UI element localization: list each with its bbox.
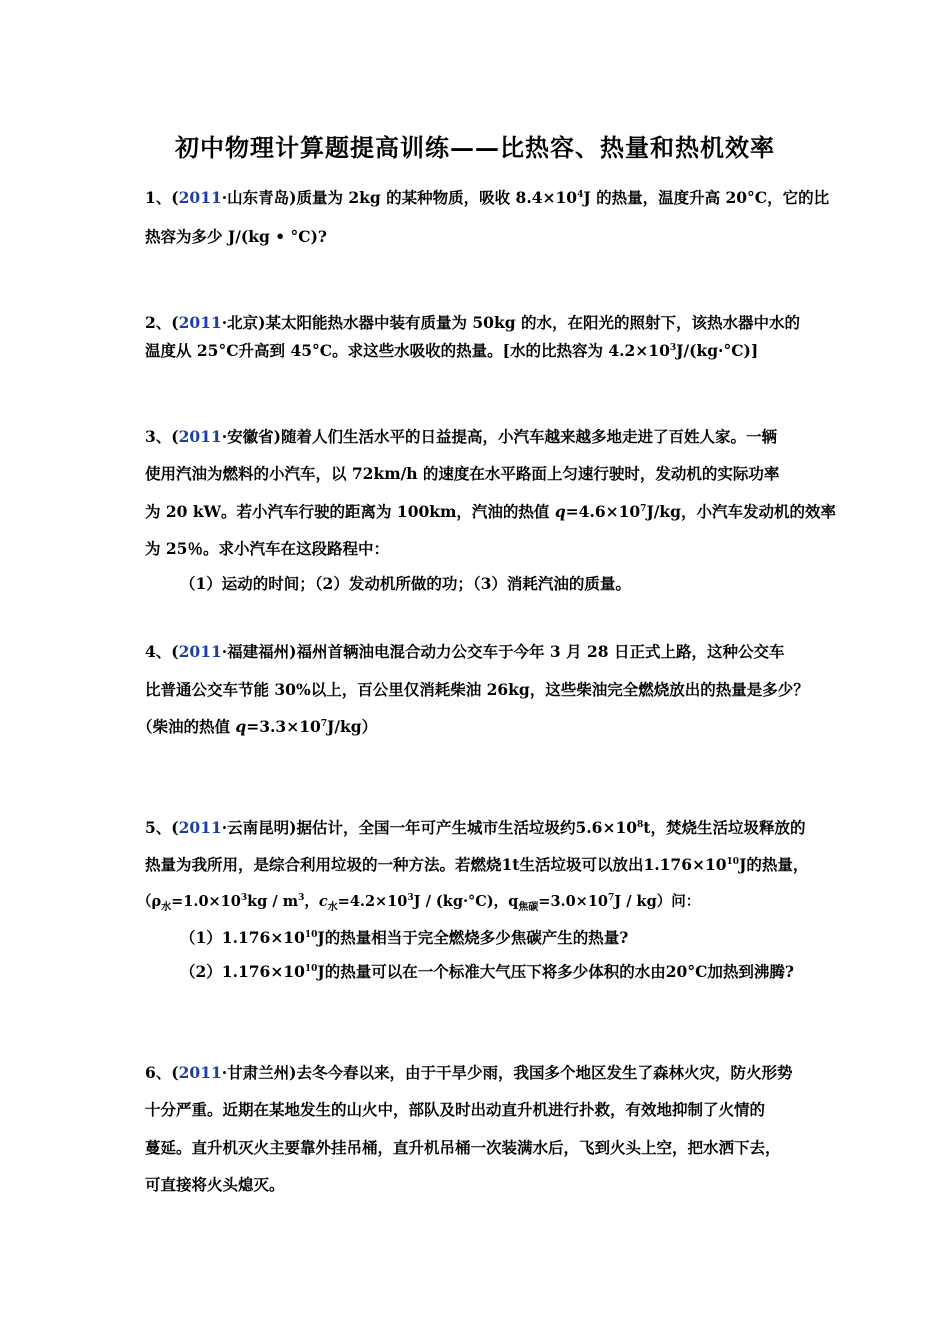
q4-text-b: （柴油的热值	[137, 717, 236, 736]
q5-c-value: =4.2×10	[337, 893, 408, 910]
q4-symbol-q: q	[235, 717, 247, 736]
q5-text-d: J的热量，	[739, 855, 809, 874]
q1-line-2: 热容为多少 J/(kg • °C)?	[145, 227, 328, 246]
q4-source: ·福建福州)	[221, 642, 297, 661]
q4-line-3	[137, 716, 827, 738]
q5-sq2-b: J的热量可以在一个标准大气压下将多少体积的水由20°C加热到沸腾?	[317, 962, 794, 981]
q5-sq1-b: J的热量相当于完全燃烧多少焦碳产生的热量?	[317, 928, 629, 947]
q3-text-d: J/kg，小汽车发动机的效率	[646, 502, 837, 521]
q5-line-2	[145, 854, 835, 876]
q1-text-a: 质量为 2kg 的某种物质，吸收 8.4×10	[296, 188, 578, 207]
q1-text-b: J 的热量，温度升高 20°C，它的比	[583, 188, 830, 207]
q5-text-a: 据估计，全国一年可产生城市生活垃圾约5.6×10	[296, 818, 638, 837]
q2-line-2	[145, 340, 835, 362]
q6-number: 6、(	[145, 1063, 179, 1082]
q3-exponent: 7	[640, 503, 647, 514]
q2-line-1	[145, 312, 835, 334]
q3-line-1	[145, 426, 835, 448]
q6-line-3: 蔓延。直升机灭火主要靠外挂吊桶，直升机吊桶一次装满水后，飞到火头上空，把水洒下去，	[145, 1138, 781, 1157]
q5-number: 5、(	[145, 818, 179, 837]
q5-exp-c: 3	[407, 893, 414, 904]
q1-line-1	[145, 187, 835, 209]
q5-sq2-a: （2）1.176×10	[180, 962, 305, 981]
q5-sq2-exp: 10	[304, 963, 318, 974]
q2-exponent: 3	[669, 342, 677, 353]
q5-line-1	[145, 817, 835, 839]
q2-number: 2、(	[145, 313, 179, 332]
q5-exp-b: 3	[298, 893, 305, 904]
q2-source: ·北京)	[221, 313, 266, 332]
q1-exponent: 4	[577, 189, 584, 200]
q5-symbol-c: c	[318, 893, 328, 910]
q6-text-a: 去冬今春以来，由于干旱少雨，我国多个地区发生了森林火灾，防火形势	[296, 1063, 793, 1082]
q5-rho-unit: kg / m	[247, 893, 299, 910]
q4-year: 2011	[178, 642, 222, 661]
q5-text-c: 热量为我所用，是综合利用垃圾的一种方法。若燃烧1t生活垃圾可以放出1.176×10	[145, 855, 727, 874]
q5-year: 2011	[178, 818, 222, 837]
q6-line-4: 可直接将火头熄灭。	[145, 1175, 285, 1194]
q6-line-2: 十分严重。近期在某地发生的山火中，部队及时出动直升机进行扑救，有效地抑制了火情的	[145, 1100, 766, 1119]
q4-line-2: 比普通公交车节能 30%以上，百公里仅消耗柴油 26kg，这些柴油完全燃烧放出的热量是多少？	[145, 680, 809, 699]
q5-exp-d: 7	[608, 893, 615, 904]
q5-exponent-2: 10	[726, 856, 740, 867]
page-title: 初中物理计算题提高训练——比热容、热量和热机效率	[175, 133, 775, 162]
q1-year: 2011	[178, 188, 222, 207]
q5-text-b: t，焚烧生活垃圾释放的	[643, 818, 806, 837]
q3-text-c: =4.6×10	[565, 502, 641, 521]
q5-subquestion-1	[180, 927, 870, 949]
q5-sq1-exp: 10	[304, 929, 318, 940]
q5-q-unit: J / kg）问：	[614, 893, 701, 910]
q5-sub-coke: 焦碳	[518, 901, 539, 913]
q3-text-a: 随着人们生活水平的日益提高，小汽车越来越多地走进了百姓人家。一辆	[281, 427, 778, 446]
q1-number: 1、(	[145, 188, 179, 207]
q5-rho-value: =1.0×10	[171, 893, 241, 910]
q5-rho: （ρ	[137, 893, 162, 910]
q3-subquestions: （1）运动的时间；（2）发动机所做的功；（3）消耗汽油的质量。	[180, 574, 631, 593]
q5-exponent-1: 8	[637, 819, 644, 830]
q6-year: 2011	[178, 1063, 222, 1082]
q3-year: 2011	[178, 427, 222, 446]
q4-text-d: J/kg）	[327, 717, 378, 736]
q1-source: ·山东青岛)	[221, 188, 297, 207]
q6-line-1	[145, 1062, 835, 1084]
q2-text-c: J/(kg·°C)]	[676, 341, 759, 360]
q5-sep: ，	[304, 893, 319, 910]
q5-sq1-a: （1）1.176×10	[180, 928, 305, 947]
q3-symbol-q: q	[554, 502, 566, 521]
q5-sub-water-1: 水	[161, 901, 172, 913]
q3-source: ·安徽省)	[221, 427, 281, 446]
q5-c-unit: J / (kg·°C)，q	[413, 893, 519, 910]
q4-text-c: =3.3×10	[246, 717, 321, 736]
q4-number: 4、(	[145, 642, 179, 661]
q4-line-1	[145, 641, 835, 663]
q5-sub-water-2: 水	[327, 901, 338, 913]
q2-text-a: 某太阳能热水器中装有质量为 50kg 的水，在阳光的照射下，该热水器中水的	[265, 313, 800, 332]
q3-text-b: 为 20 kW。若小汽车行驶的距离为 100km，汽油的热值	[145, 502, 555, 521]
q3-line-3	[145, 501, 835, 523]
q5-source: ·云南昆明)	[221, 818, 297, 837]
q5-q-value: =3.0×10	[538, 893, 609, 910]
q3-line-4: 为 25％。求小汽车在这段路程中：	[145, 539, 389, 558]
q6-source: ·甘肃兰州)	[221, 1063, 297, 1082]
q4-text-a: 福州首辆油电混合动力公交车于今年 3 月 28 日正式上路，这种公交车	[296, 642, 785, 661]
q3-number: 3、(	[145, 427, 179, 446]
q2-year: 2011	[178, 313, 222, 332]
q5-exp-a: 3	[240, 893, 248, 904]
q4-exponent: 7	[320, 718, 328, 729]
q3-line-2: 使用汽油为燃料的小汽车，以 72km/h 的速度在水平路面上匀速行驶时，发动机的实际功率	[145, 464, 780, 483]
q5-subquestion-2	[180, 961, 870, 983]
q2-text-b: 温度从 25°C升高到 45°C。求这些水吸收的热量。[水的比热容为 4.2×10	[145, 341, 670, 360]
q5-line-3-constants	[137, 891, 827, 913]
